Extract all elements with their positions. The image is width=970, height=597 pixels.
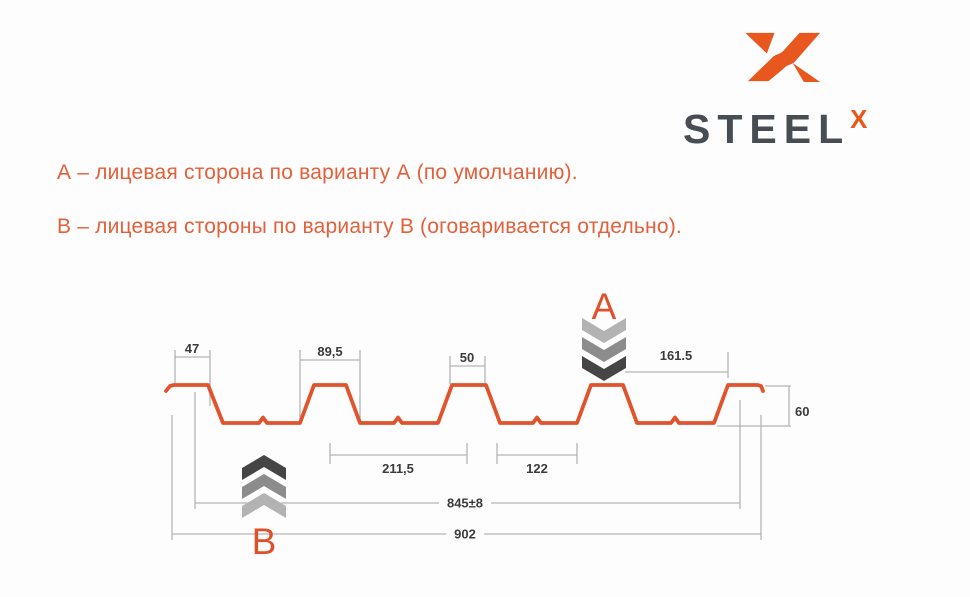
- dim-label-rib-base: 89,5: [317, 344, 343, 359]
- chevron-b-group: [242, 455, 286, 518]
- note-variant-b: В – лицевая стороны по варианту В (оговаривается отдельно).: [57, 215, 682, 238]
- note-variant-a: А – лицевая сторона по варианту А (по умолчанию).: [57, 161, 578, 184]
- dim-rib-base-lines: [300, 350, 360, 424]
- dim-label-overall-width: 902: [446, 527, 484, 542]
- dimension-lines: [172, 350, 791, 540]
- dim-label-pitch: 211,5: [382, 461, 414, 476]
- dim-label-working-width: 845±8: [439, 496, 491, 511]
- dim-label-flange-left: 47: [184, 341, 200, 356]
- chevron-b-up-light-icon: [242, 493, 286, 518]
- chevron-a-group: [582, 318, 626, 381]
- dim-height-lines: [717, 386, 791, 426]
- variant-b-letter: B: [251, 521, 277, 562]
- brand-name: STEEL: [683, 106, 851, 152]
- variant-a-letter: A: [591, 286, 617, 327]
- dim-label-height: 60: [795, 404, 810, 419]
- brand-superscript-x: X: [850, 104, 868, 134]
- dim-label-edge-span: 161.5: [659, 348, 693, 363]
- dim-flange-left-lines: [175, 350, 210, 406]
- sheet-profile-outline: [166, 385, 763, 423]
- dim-label-valley: 122: [526, 461, 548, 476]
- dim-label-rib-top: 50: [459, 350, 475, 365]
